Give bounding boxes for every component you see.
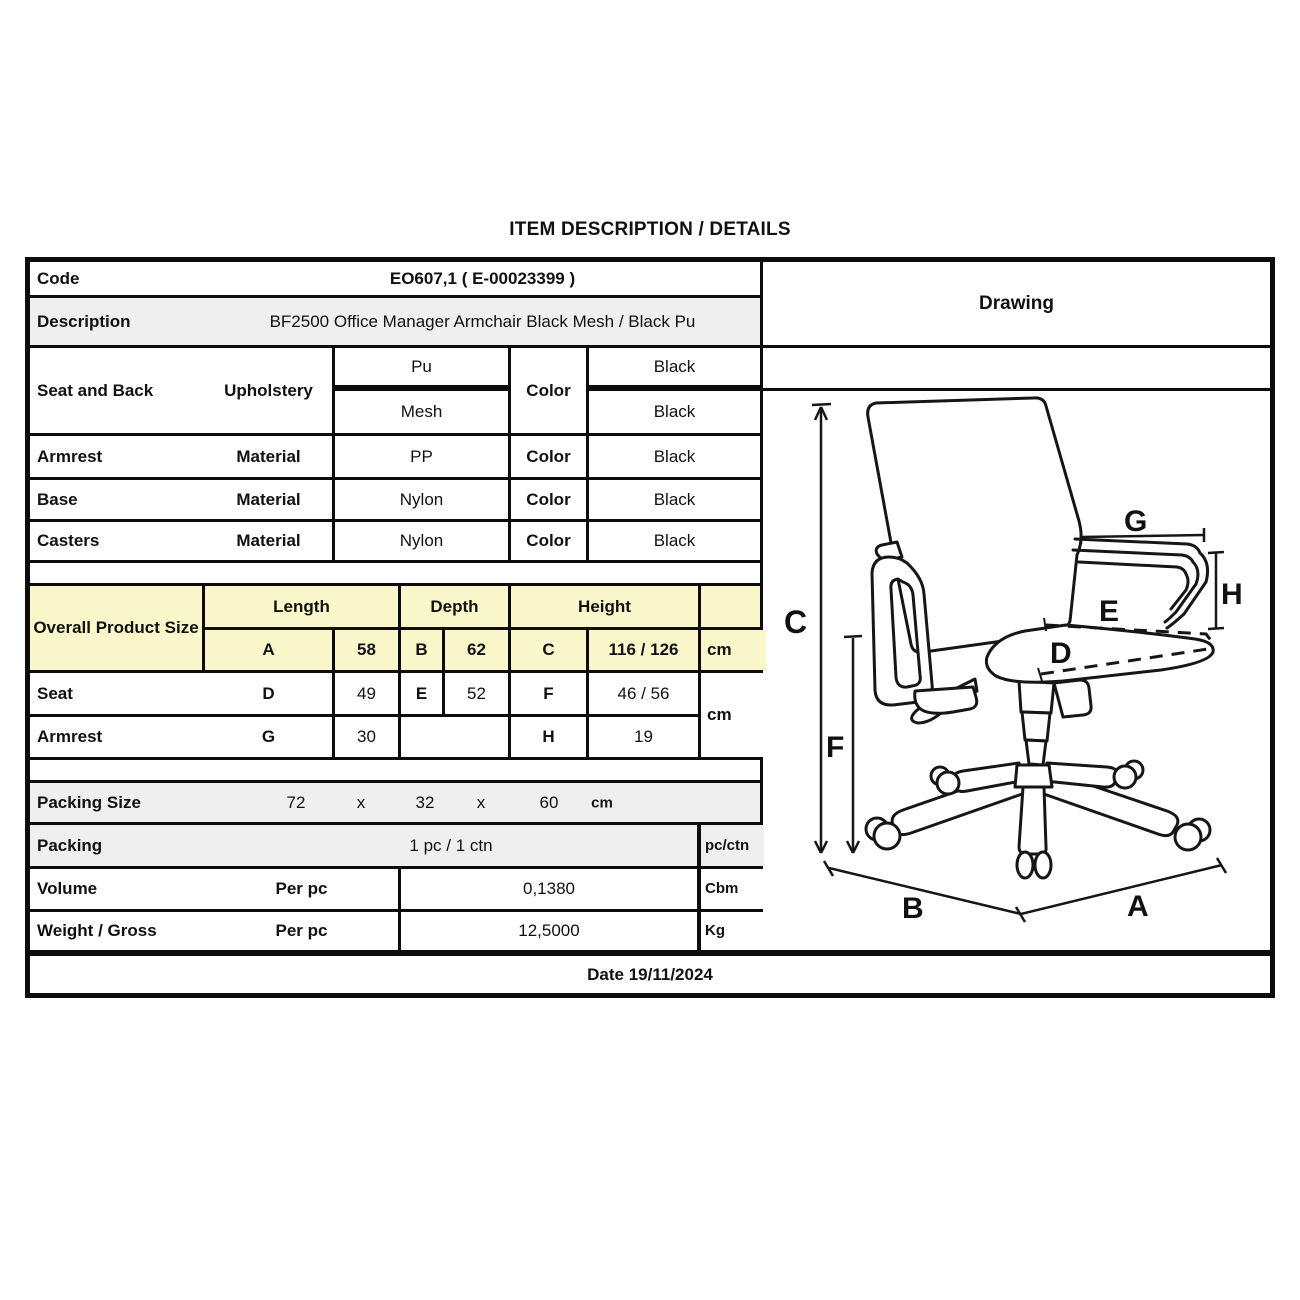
armrest-g-val: 30	[335, 717, 398, 757]
col-height: Height	[511, 586, 698, 627]
code-value: EO607,1 ( E-00023399 )	[205, 262, 760, 295]
base-attr: Material	[205, 480, 332, 519]
seat-f-val: 46 / 56	[589, 673, 698, 714]
dim-label-f: F	[826, 731, 845, 764]
code-label: Code	[30, 262, 209, 295]
dim-label-h: H	[1221, 578, 1243, 611]
drawing-area	[763, 391, 1270, 950]
base-color: Black	[589, 480, 760, 519]
dim-line-c	[812, 404, 831, 853]
seatback-color-1: Black	[589, 348, 760, 385]
seat-e-val: 52	[445, 673, 508, 714]
volume-basis: Per pc	[205, 869, 398, 909]
packing-size-value	[205, 783, 760, 822]
spacer-row-2	[30, 760, 760, 780]
seatback-label: Seat and Back	[30, 348, 209, 433]
date-row: Date 19/11/2024	[30, 956, 1270, 993]
chair-mechanism-box	[1054, 680, 1091, 717]
packing-size-sep-2: x	[476, 792, 486, 812]
seat-d-key: D	[205, 673, 332, 714]
overall-b-key: B	[401, 630, 442, 670]
casters-material: Nylon	[335, 522, 508, 560]
packing-size-depth: 32	[415, 792, 435, 812]
armrest-material: PP	[335, 436, 508, 477]
drawing-title: Drawing	[763, 262, 1270, 345]
seatback-attr: Upholstery	[205, 348, 332, 433]
armrest-dim-label: Armrest	[30, 717, 209, 757]
overall-c-val: 116 / 126	[589, 630, 698, 670]
dim-line-f	[844, 636, 862, 853]
chair-gas-lift	[1019, 681, 1054, 713]
casters-color-label: Color	[511, 522, 586, 560]
armrest-attr: Material	[205, 436, 332, 477]
weight-unit: Kg	[701, 912, 764, 950]
packing-size-unit: cm	[591, 793, 613, 811]
base-color-label: Color	[511, 480, 586, 519]
armrest-color-label: Color	[511, 436, 586, 477]
seat-d-val: 49	[335, 673, 398, 714]
col-length: Length	[205, 586, 398, 627]
volume-label: Volume	[30, 869, 209, 909]
armrest-color: Black	[589, 436, 760, 477]
col-depth: Depth	[401, 586, 508, 627]
overall-a-key: A	[205, 630, 332, 670]
dim-label-g: G	[1124, 505, 1148, 538]
packing-size-label: Packing Size	[30, 783, 209, 822]
armrest-h-val: 19	[589, 717, 698, 757]
col-unit-blank	[701, 586, 760, 627]
seatback-material-2: Mesh	[335, 391, 508, 433]
dim-label-b: B	[902, 892, 924, 925]
armrest-label: Armrest	[30, 436, 209, 477]
weight-label: Weight / Gross	[30, 912, 209, 950]
casters-color: Black	[589, 522, 760, 560]
armrest-dim-blank	[401, 717, 508, 757]
seat-armrest-unit: cm	[701, 673, 766, 757]
casters-attr: Material	[205, 522, 332, 560]
spacer-row-1	[30, 563, 760, 583]
chair-drawing	[763, 391, 1270, 950]
description-value: BF2500 Office Manager Armchair Black Mesh / Black Pu	[205, 298, 760, 345]
overall-c-key: C	[511, 630, 586, 670]
weight-value: 12,5000	[401, 912, 697, 950]
armrest-g-key: G	[205, 717, 332, 757]
volume-unit: Cbm	[701, 869, 764, 909]
seatback-material-1: Pu	[335, 348, 508, 385]
dim-label-e: E	[1099, 595, 1120, 628]
seat-dim-label: Seat	[30, 673, 209, 714]
seatback-color-2: Black	[589, 391, 760, 433]
casters-label: Casters	[30, 522, 209, 560]
base-material: Nylon	[335, 480, 508, 519]
dim-label-d: D	[1050, 637, 1072, 670]
overall-b-val: 62	[445, 630, 508, 670]
drawing-spacer-band	[763, 348, 1270, 388]
seat-e-key: E	[401, 673, 442, 714]
volume-value: 0,1380	[401, 869, 697, 909]
overall-unit: cm	[701, 630, 766, 670]
overall-a-val: 58	[335, 630, 398, 670]
packing-size-height: 60	[539, 792, 559, 812]
chair-right-armrest	[1073, 539, 1208, 628]
page-title: ITEM DESCRIPTION / DETAILS	[509, 219, 791, 240]
packing-label: Packing	[30, 825, 209, 866]
weight-basis: Per pc	[205, 912, 398, 950]
seatback-color-label: Color	[511, 348, 586, 433]
packing-unit: pc/ctn	[701, 825, 764, 866]
armrest-h-key: H	[511, 717, 586, 757]
dim-label-c: C	[784, 604, 808, 640]
packing-value: 1 pc / 1 ctn	[205, 825, 697, 866]
description-label: Description	[30, 298, 209, 345]
base-label: Base	[30, 480, 209, 519]
spec-table	[25, 257, 1275, 998]
packing-size-length: 72	[286, 792, 306, 812]
chair-backrest	[868, 398, 1081, 652]
overall-size-label: Overall Product Size	[30, 586, 202, 670]
seat-f-key: F	[511, 673, 586, 714]
dim-label-a: A	[1127, 890, 1149, 923]
packing-size-sep-1: x	[356, 792, 366, 812]
